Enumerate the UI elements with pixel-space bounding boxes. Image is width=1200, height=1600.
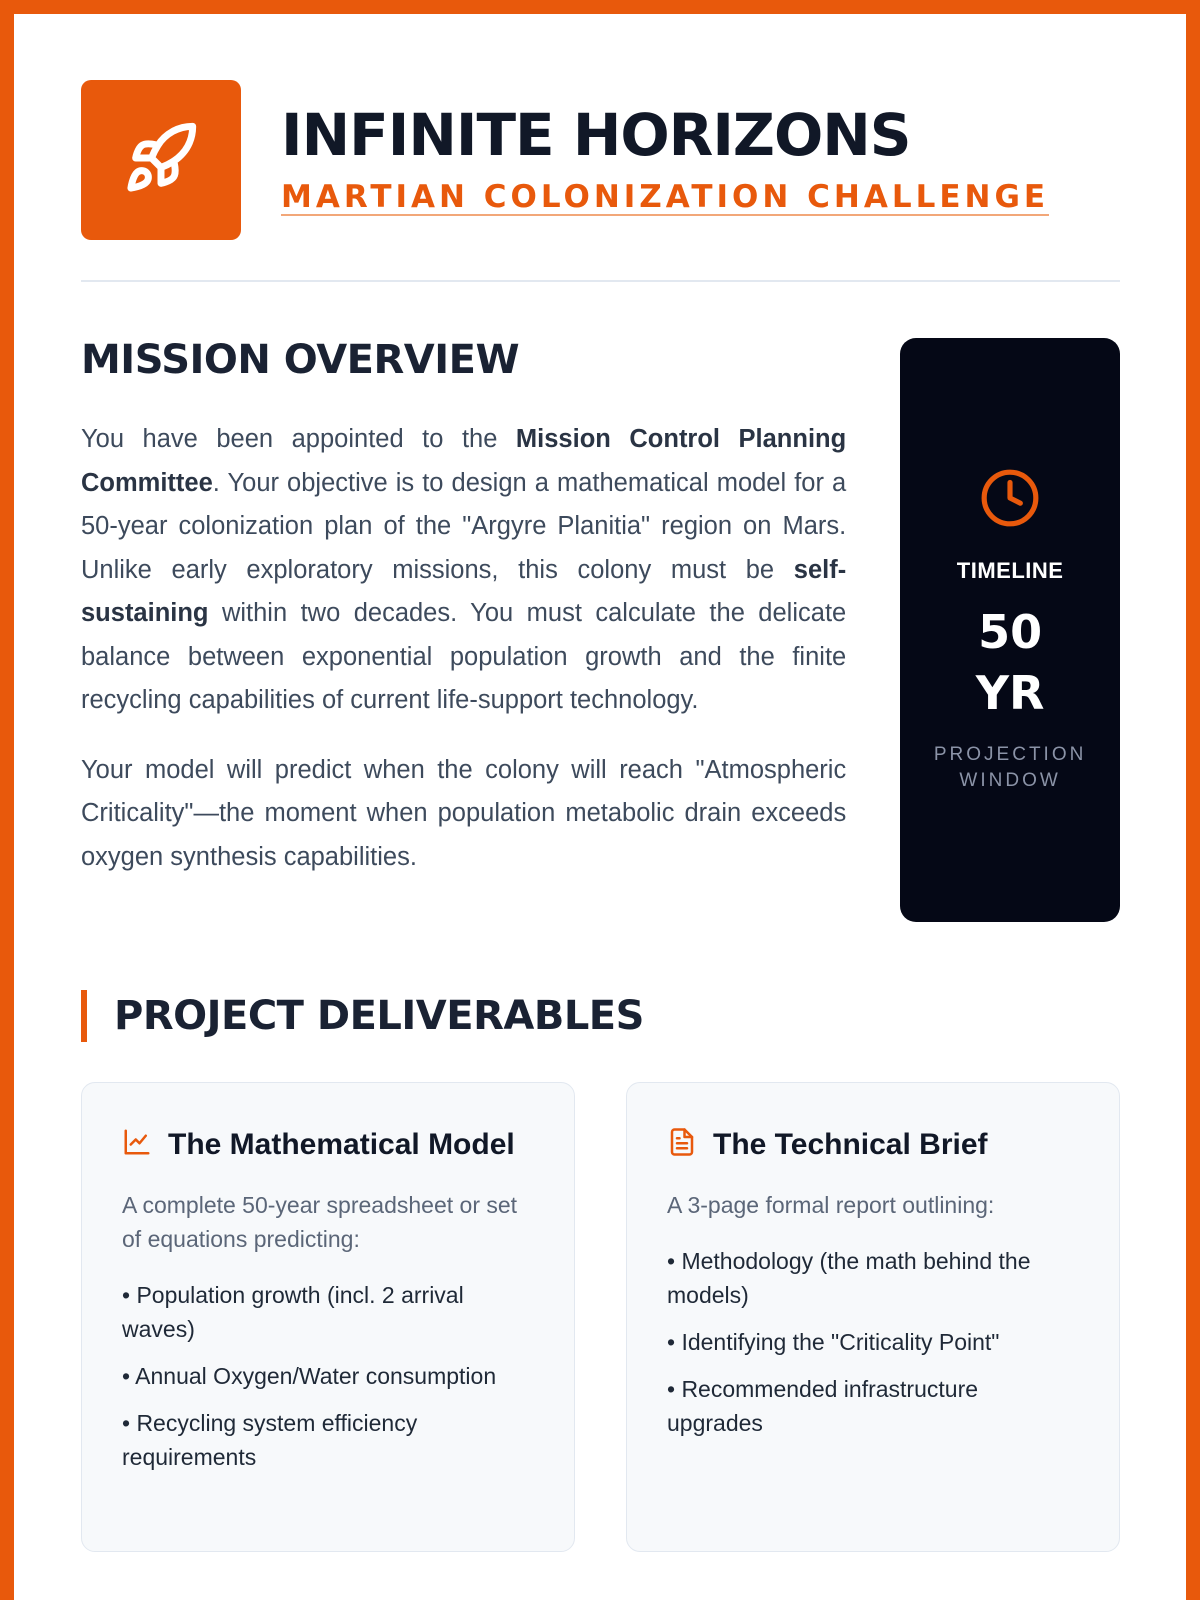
list-item: • Identifying the "Criticality Point" [667, 1329, 1000, 1355]
list-item: • Population growth (incl. 2 arrival waves) [122, 1282, 464, 1342]
title-block [281, 101, 1050, 216]
deliverable-card-model [81, 1082, 575, 1552]
page-content [81, 80, 1120, 1552]
p1-text-1: You have been appointed to the [81, 425, 516, 453]
header-divider [81, 280, 1120, 282]
logo [81, 80, 241, 240]
deliverable-card-brief [626, 1082, 1120, 1552]
card-header [122, 1127, 534, 1162]
heading-accent-bar [81, 990, 87, 1042]
document-icon [667, 1127, 697, 1162]
list-item: • Recycling system efficiency requirements [122, 1410, 418, 1470]
deliverable-cards [81, 1082, 1120, 1552]
overview-paragraph-2: Your model will predict when the colony will reach "Atmospheric Criticality"—the moment when population metabolic drain exceeds oxygen synthesis capabilities. [81, 755, 847, 871]
card-bullet-list [122, 1278, 534, 1474]
clock-icon [979, 467, 1041, 534]
p1-bold-2: self-sustaining [81, 555, 847, 627]
list-item: • Annual Oxygen/Water consumption [122, 1363, 497, 1389]
card-title: The Mathematical Model [168, 1127, 515, 1161]
page-subtitle: MARTIAN COLONIZATION CHALLENGE [281, 178, 1050, 215]
mission-overview-section [81, 338, 1120, 922]
overview-text [81, 338, 846, 922]
deliverables-heading: PROJECT DELIVERABLES [114, 993, 644, 1039]
header [81, 80, 1120, 240]
timeline-card [900, 338, 1120, 922]
deliverables-heading-row [81, 990, 1120, 1042]
rocket-icon [123, 120, 199, 201]
card-title: The Technical Brief [713, 1127, 988, 1161]
p1-text-3: within two decades. You must calculate the delicate balance between exponential population growth and the finite recycling capabilities of current life-support technology. [81, 599, 847, 714]
card-description: A complete 50-year spreadsheet or set of equations predicting: [122, 1192, 518, 1252]
list-item: • Recommended infrastructure upgrades [667, 1376, 979, 1436]
overview-paragraph-1 [81, 418, 846, 723]
p1-text-2: . Your objective is to design a mathematical model for a 50-year colonization plan of the "Argyre Planitia" region on Mars. Unlike early exploratory missions, this colony must be [81, 468, 847, 584]
line-chart-icon [122, 1127, 152, 1162]
card-header [667, 1127, 1079, 1162]
timeline-label: TIMELINE [956, 557, 1064, 583]
page-title: INFINITE HORIZONS [281, 101, 911, 170]
list-item: • Methodology (the math behind the models) [667, 1248, 1031, 1308]
timeline-value: 50 YR [975, 604, 1045, 720]
card-description: A 3-page formal report outlining: [667, 1192, 995, 1218]
p1-bold-1: Mission Control Planning Committee [81, 425, 847, 497]
timeline-caption: PROJECTION WINDOW [933, 743, 1087, 791]
card-bullet-list [667, 1244, 1079, 1440]
overview-heading: MISSION OVERVIEW [81, 337, 520, 383]
